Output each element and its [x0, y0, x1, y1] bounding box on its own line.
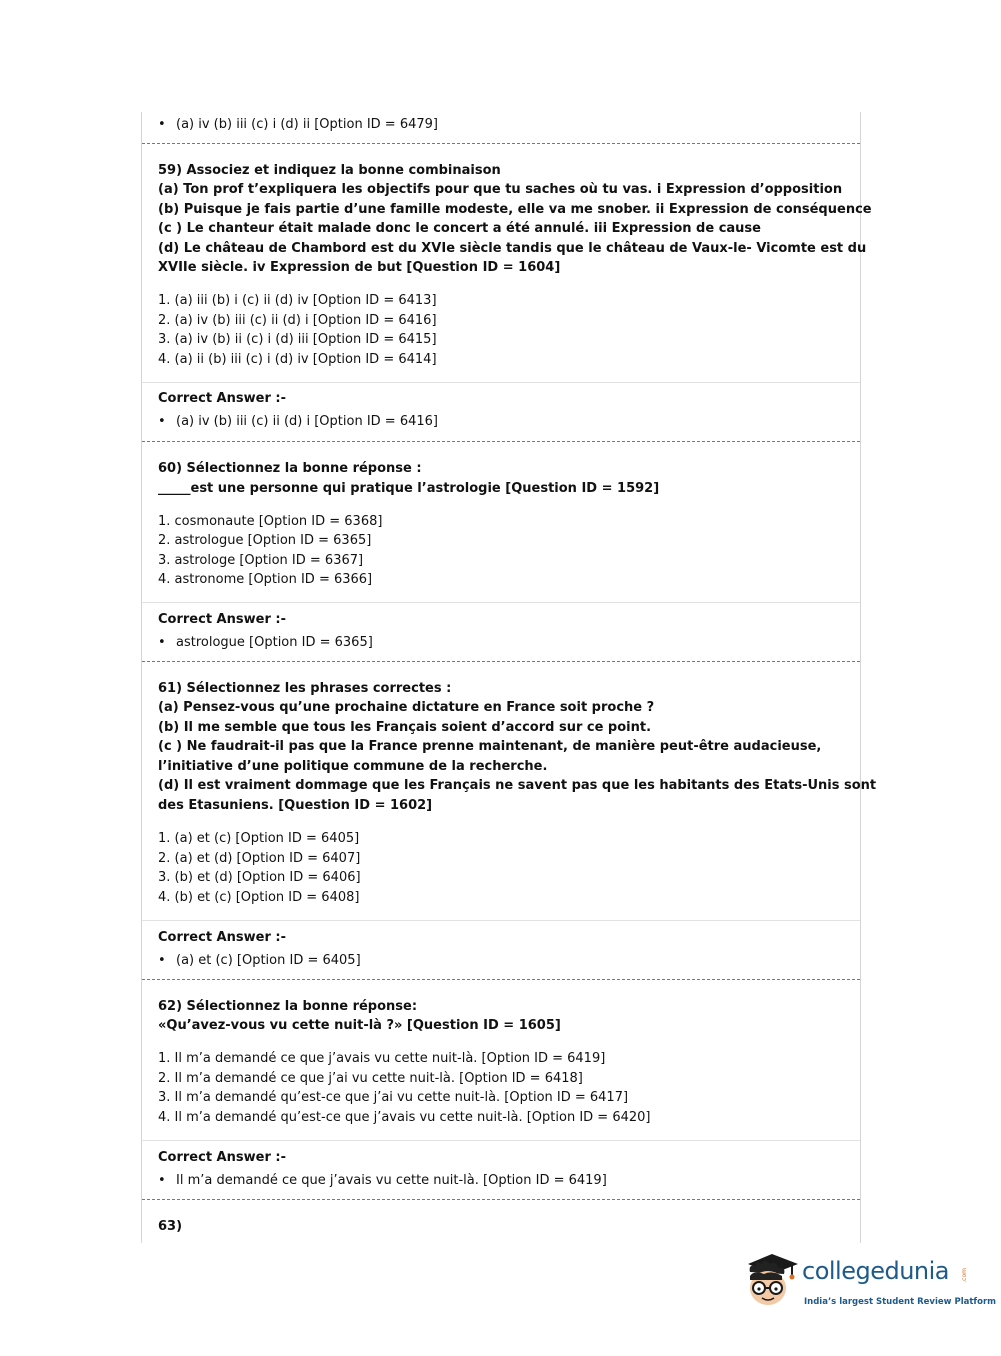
option-item: 1. cosmonaute [Option ID = 6368]	[158, 514, 383, 529]
option-item: 2. astrologue [Option ID = 6365]	[158, 533, 372, 548]
question-text: 59) Associez et indiquez la bonne combinaison	[158, 163, 501, 178]
option-item: 4. astronome [Option ID = 6366]	[158, 572, 373, 587]
question-text: 61) Sélectionnez les phrases correctes :	[158, 681, 452, 696]
separator	[142, 382, 860, 383]
separator	[142, 661, 860, 662]
question-63-number: 63)	[158, 1219, 183, 1234]
separator	[142, 143, 860, 144]
correct-answer-label: Correct Answer :-	[158, 391, 286, 406]
logo-wordmark: collegedunia	[802, 1257, 950, 1285]
correct-answer-label: Correct Answer :-	[158, 930, 286, 945]
correct-answer-label: Correct Answer :-	[158, 612, 286, 627]
option-item: 4. (a) ii (b) iii (c) i (d) iv [Option ID = 6414]	[158, 352, 437, 367]
question-text: des Etasuniens. [Question ID = 1602]	[158, 798, 433, 813]
option-item: 1. Il m’a demandé ce que j’avais vu cette nuit-là. [Option ID = 6419]	[158, 1051, 606, 1066]
option-item: 3. (a) iv (b) ii (c) i (d) iii [Option ID = 6415]	[158, 332, 437, 347]
collegedunia-logo[interactable]	[742, 1250, 996, 1320]
correct-answer: • astrologue [Option ID = 6365]	[158, 635, 373, 650]
separator	[142, 920, 860, 921]
question-text: l’initiative d’une politique commune de la recherche.	[158, 759, 548, 774]
option-item: 3. astrologe [Option ID = 6367]	[158, 553, 364, 568]
question-text: (d) Il est vraiment dommage que les Français ne savent pas que les habitants des Etats-Unis sont	[158, 778, 877, 793]
option-item: 1. (a) iii (b) i (c) ii (d) iv [Option ID = 6413]	[158, 293, 437, 308]
question-text: (a) Ton prof t’expliquera les objectifs pour que tu saches où tu vas. i Expression d’opposition	[158, 182, 843, 197]
correct-answer: • (a) iv (b) iii (c) ii (d) i [Option ID = 6416]	[158, 414, 438, 429]
option-item: 4. (b) et (c) [Option ID = 6408]	[158, 890, 360, 905]
option-item: 3. (b) et (d) [Option ID = 6406]	[158, 870, 361, 885]
question-text: (d) Le château de Chambord est du XVIe siècle tandis que le château de Vaux-le- Vicomte est du	[158, 241, 867, 256]
separator	[142, 602, 860, 603]
correct-answer: • Il m’a demandé ce que j’avais vu cette nuit-là. [Option ID = 6419]	[158, 1173, 607, 1188]
question-text: 62) Sélectionnez la bonne réponse:	[158, 999, 418, 1014]
question-text: XVIIe siècle. iv Expression de but [Question ID = 1604]	[158, 260, 561, 275]
option-item: 2. Il m’a demandé ce que j’ai vu cette nuit-là. [Option ID = 6418]	[158, 1071, 583, 1086]
question-text: (b) Il me semble que tous les Français soient d’accord sur ce point.	[158, 720, 652, 735]
option-item: 2. (a) et (d) [Option ID = 6407]	[158, 851, 361, 866]
question-text: (c ) Ne faudrait-il pas que la France prenne maintenant, de manière peut-être audacieuse,	[158, 739, 822, 754]
option-item: 2. (a) iv (b) iii (c) ii (d) i [Option ID = 6416]	[158, 313, 437, 328]
question-text: (a) Pensez-vous qu’une prochaine dictature en France soit proche ?	[158, 700, 655, 715]
separator	[142, 979, 860, 980]
mascot-icon	[742, 1250, 802, 1312]
question-text: _____est une personne qui pratique l’astrologie [Question ID = 1592]	[158, 481, 660, 496]
logo-tagline: India’s largest Student Review Platform	[804, 1297, 996, 1307]
separator	[142, 441, 860, 442]
question-text: 60) Sélectionnez la bonne réponse :	[158, 461, 422, 476]
option-item: 1. (a) et (c) [Option ID = 6405]	[158, 831, 360, 846]
correct-answer-label: Correct Answer :-	[158, 1150, 286, 1165]
separator	[142, 1199, 860, 1200]
option-item: 4. Il m’a demandé qu’est-ce que j’avais vu cette nuit-là. [Option ID = 6420]	[158, 1110, 651, 1125]
question-text: (c ) Le chanteur était malade donc le concert a été annulé. iii Expression de cause	[158, 221, 761, 236]
exam-page-frame	[141, 112, 877, 1243]
question-text: (b) Puisque je fais partie d’une famille modeste, elle va me snober. ii Expression de conséquence	[158, 202, 872, 217]
correct-answer: • (a) et (c) [Option ID = 6405]	[158, 953, 361, 968]
option-item: 3. Il m’a demandé qu’est-ce que j’ai vu cette nuit-là. [Option ID = 6417]	[158, 1090, 629, 1105]
logo-suffix: .com	[961, 1268, 968, 1283]
separator	[142, 1140, 860, 1141]
prev-correct-answer: • (a) iv (b) iii (c) i (d) ii [Option ID = 6479]	[158, 117, 438, 132]
question-text: «Qu’avez-vous vu cette nuit-là ?» [Question ID = 1605]	[158, 1018, 561, 1033]
